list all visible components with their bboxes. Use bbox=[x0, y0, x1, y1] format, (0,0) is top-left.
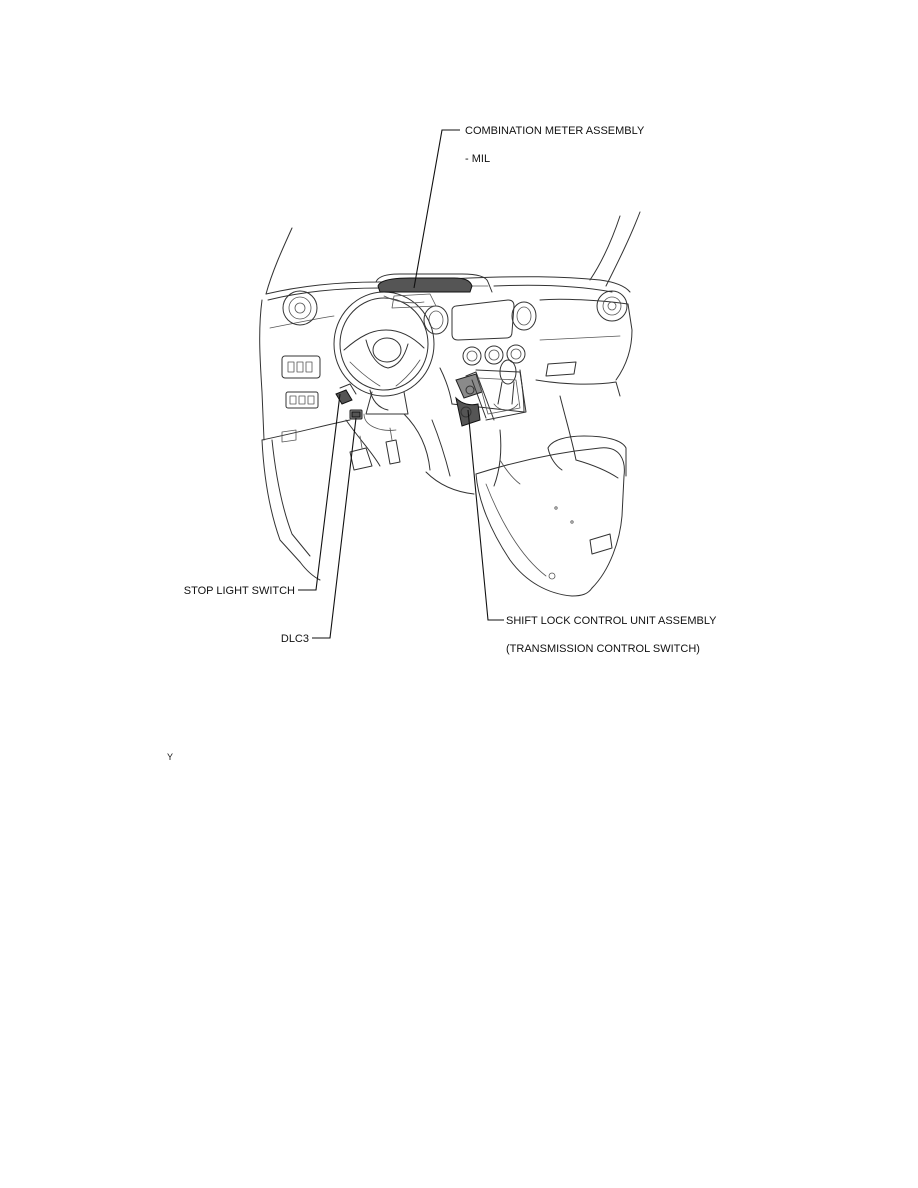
illustration-code: Y bbox=[167, 752, 174, 762]
stop-light-switch-label: STOP LIGHT SWITCH bbox=[183, 585, 295, 597]
combination-meter-leader bbox=[414, 130, 460, 288]
combination-meter-label: COMBINATION METER ASSEMBLY bbox=[465, 125, 645, 137]
transmission-switch-label: (TRANSMISSION CONTROL SWITCH) bbox=[506, 643, 700, 655]
vehicle-interior-illustration bbox=[260, 212, 640, 596]
shift-lock-label: SHIFT LOCK CONTROL UNIT ASSEMBLY bbox=[506, 615, 717, 627]
dlc3-leader bbox=[312, 418, 356, 638]
callout-labels bbox=[184, 125, 717, 655]
mil-label: - MIL bbox=[465, 153, 491, 165]
dlc3-label: DLC3 bbox=[280, 633, 309, 645]
